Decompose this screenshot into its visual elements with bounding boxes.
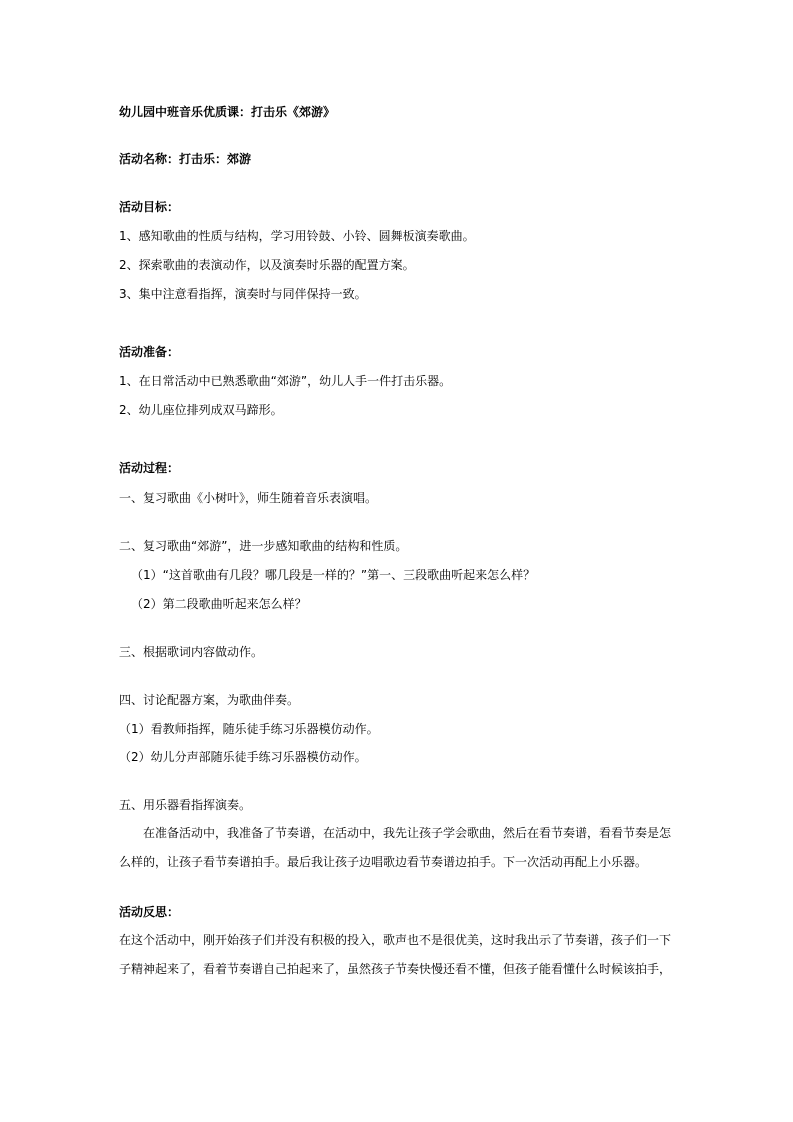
process-step-4-sub: （2）幼儿分声部随乐徒手练习乐器模仿动作。 <box>119 750 367 764</box>
document-title: 幼儿园中班音乐优质课：打击乐《郊游》 <box>119 105 336 119</box>
process-step-2-sub: （2）第二段歌曲听起来怎么样？ <box>131 597 307 611</box>
reflection-paragraph: 在这个活动中，刚开始孩子们并没有积极的投入，歌声也不是很优美，这时我出示了节奏谱，孩子们一下子精神起来了，看着节奏谱自己拍起来了，虽然孩子节奏快慢还看不懂，但孩子能看懂什么时候该拍手， <box>119 933 672 976</box>
preparation-heading: 活动准备： <box>119 345 180 359</box>
preparation-item: 1、在日常活动中已熟悉歌曲“郊游”，幼儿人手一件打击乐器。 <box>119 374 452 388</box>
process-step-4: 四、讨论配器方案，为歌曲伴奏。 <box>119 693 300 707</box>
process-step-2-sub: （1）“这首歌曲有几段？哪几段是一样的？”第一、三段歌曲听起来怎么样？ <box>131 568 536 582</box>
process-heading: 活动过程： <box>119 461 180 475</box>
process-step-1: 一、复习歌曲《小树叶》，师生随着音乐表演唱。 <box>119 491 378 505</box>
goal-item: 3、集中注意看指挥，演奏时与同伴保持一致。 <box>119 287 367 301</box>
reflection-heading: 活动反思： <box>119 905 180 919</box>
goal-item: 1、感知歌曲的性质与结构，学习用铃鼓、小铃、圆舞板演奏歌曲。 <box>119 229 475 243</box>
goals-heading: 活动目标： <box>119 200 180 214</box>
process-step-5-paragraph: 在准备活动中，我准备了节奏谱，在活动中，我先让孩子学会歌曲，然后在看节奏谱，看看节奏是怎么样的，让孩子看节奏谱拍手。最后我让孩子边唱歌边看节奏谱边拍手。下一次活动再配上小乐器。 <box>119 826 672 869</box>
preparation-item: 2、幼儿座位排列成双马蹄形。 <box>119 403 283 417</box>
process-step-4-sub: （1）看教师指挥，随乐徒手练习乐器模仿动作。 <box>119 722 379 736</box>
process-step-3: 三、根据歌词内容做动作。 <box>119 645 264 659</box>
process-step-2: 二、复习歌曲“郊游”，进一步感知歌曲的结构和性质。 <box>119 539 408 553</box>
activity-name: 活动名称：打击乐：郊游 <box>119 152 252 166</box>
process-step-5: 五、用乐器看指挥演奏。 <box>119 798 252 812</box>
goal-item: 2、探索歌曲的表演动作，以及演奏时乐器的配置方案。 <box>119 258 415 272</box>
